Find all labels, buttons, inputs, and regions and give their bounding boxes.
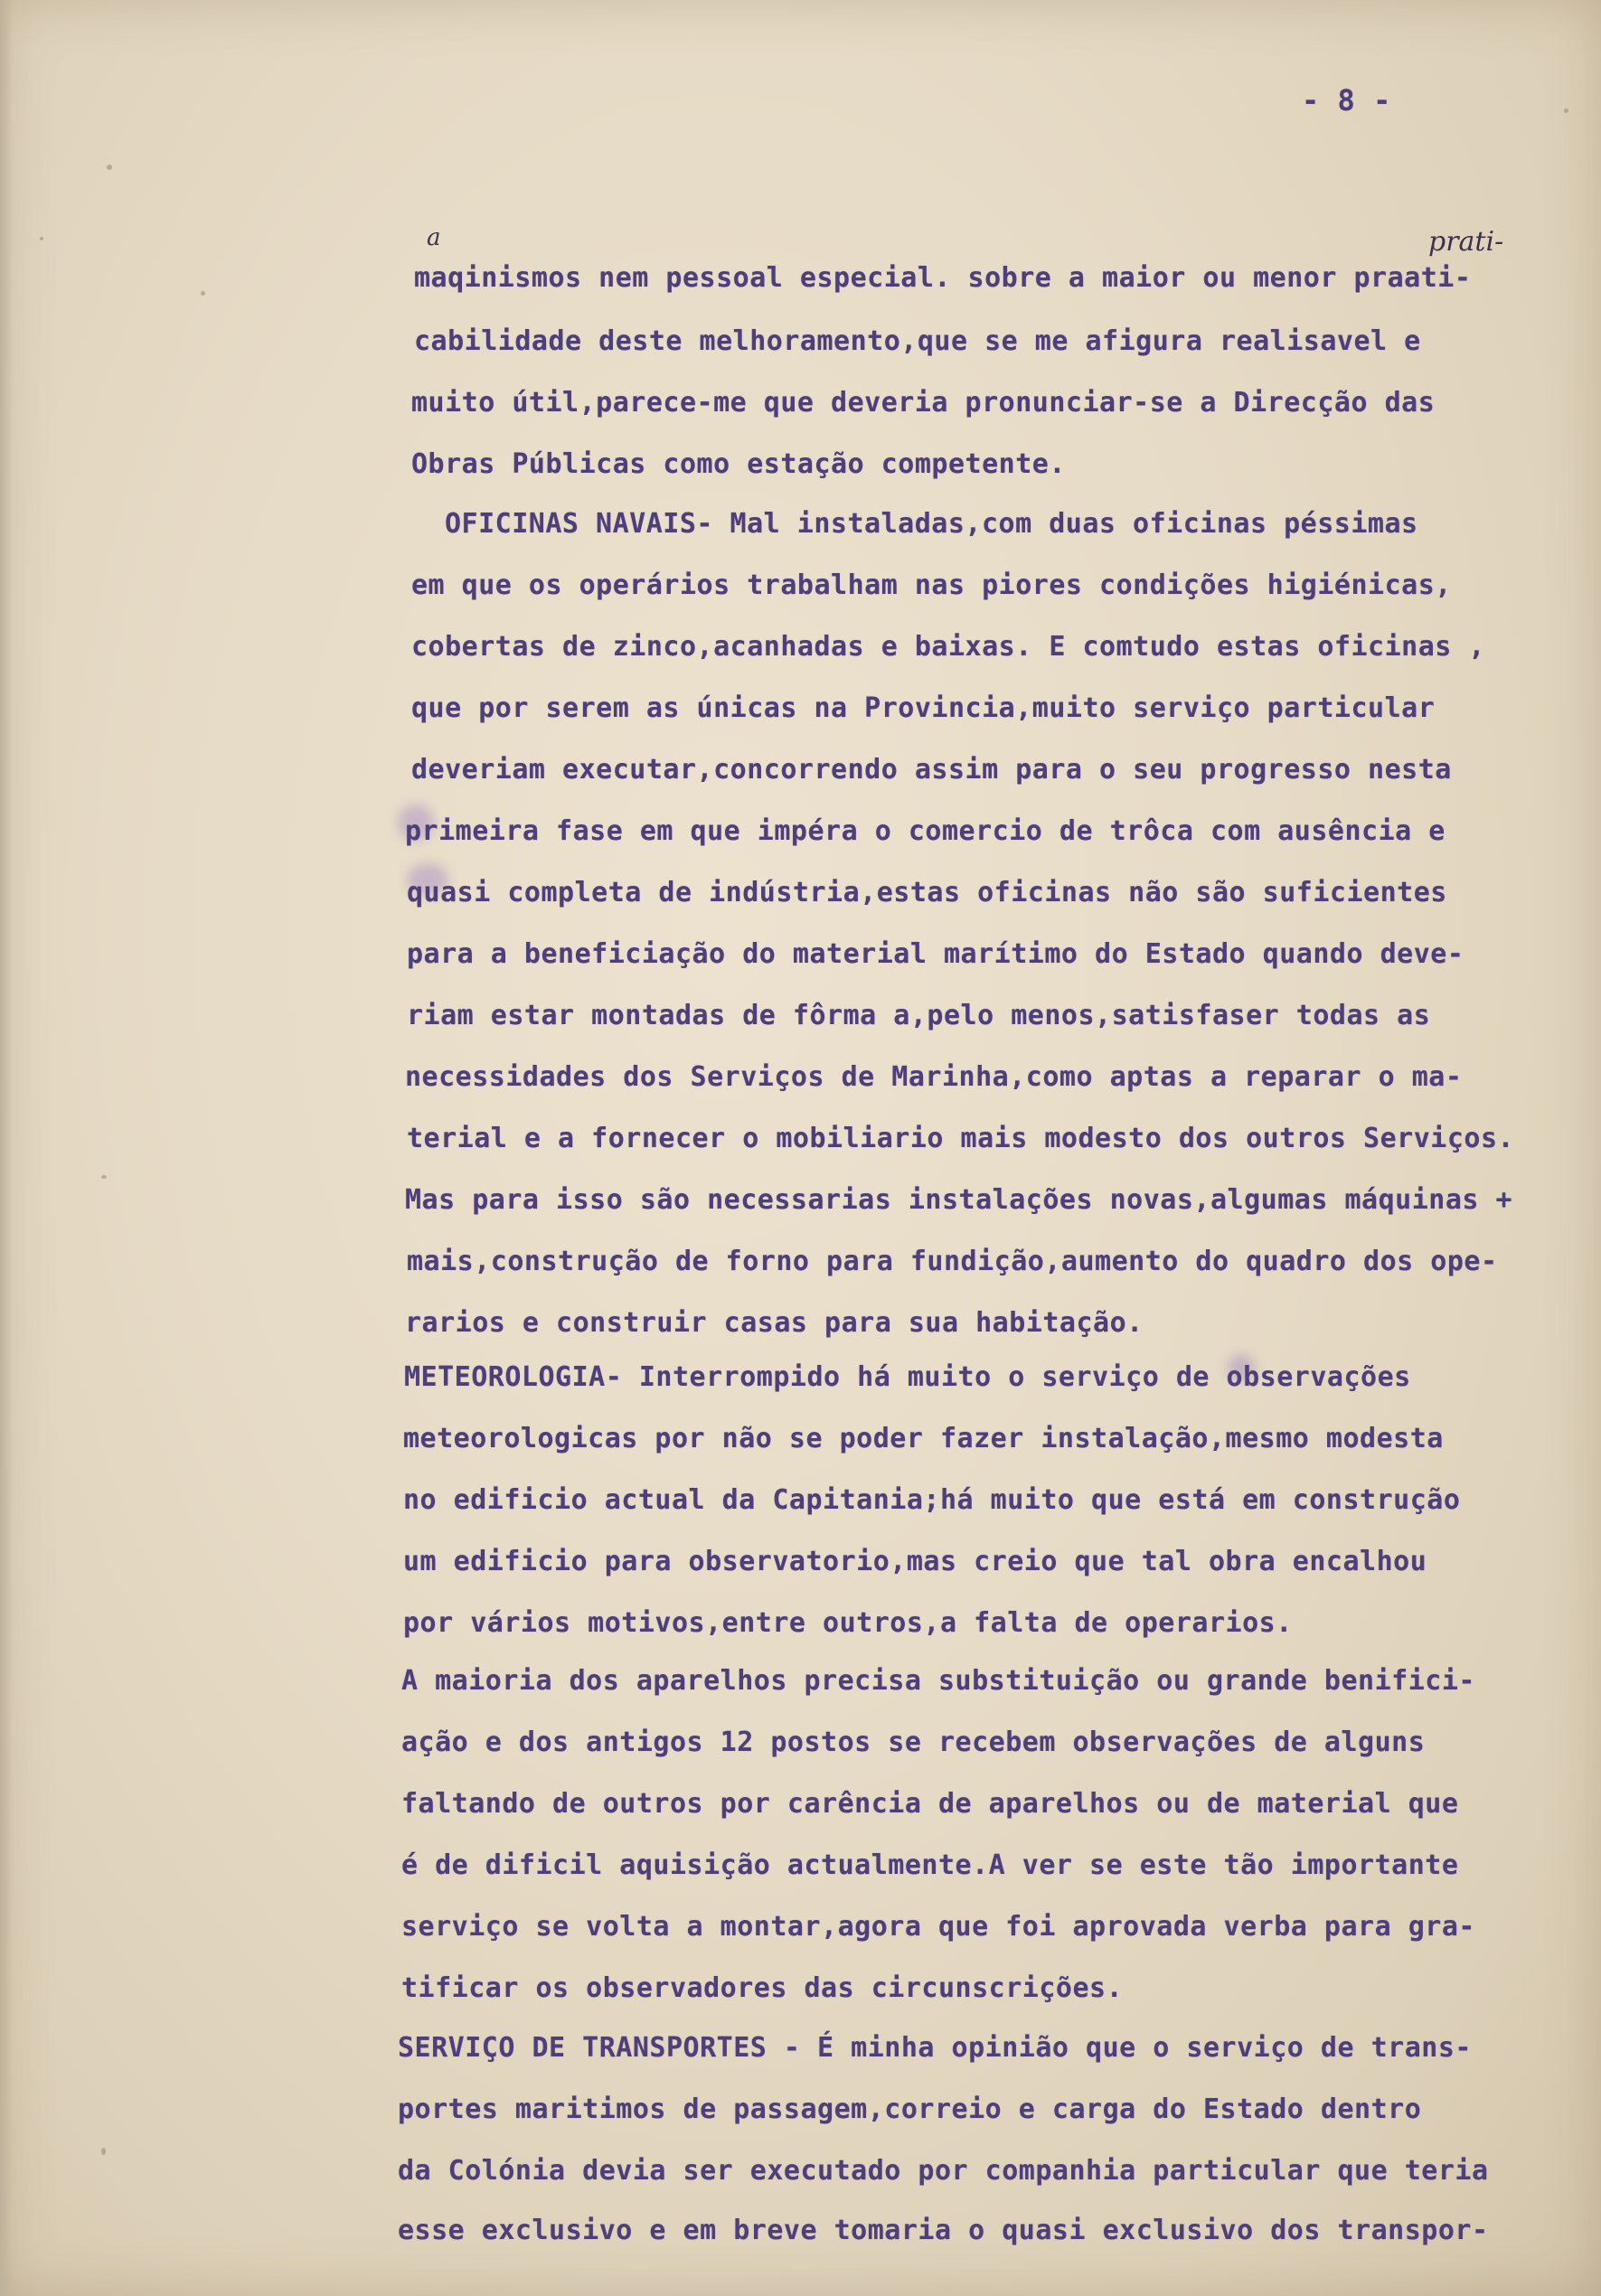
handwritten-correction-prati: prati-: [1428, 226, 1504, 258]
text-line: em que os operários trabalham nas piores condições higiénicas,: [411, 569, 1452, 601]
text-line: para a beneficiação do material marítimo do Estado quando deve-: [407, 938, 1464, 970]
paper-speck: [101, 2148, 106, 2155]
text-line: terial e a fornecer o mobiliario mais modesto dos outros Serviços.: [407, 1123, 1515, 1154]
text-line: METEOROLOGIA- Interrompido há muito o serviço de observações: [404, 1361, 1411, 1393]
paper-speck: [107, 165, 112, 170]
text-line: riam estar montadas de fôrma a,pelo menos,satisfaser todas as: [407, 1000, 1431, 1031]
paper-speck: [201, 291, 205, 296]
text-line: Mas para isso são necessarias instalações novas,algumas máquinas +: [405, 1184, 1513, 1216]
text-line: faltando de outros por carência de aparelhos ou de material que: [401, 1788, 1459, 1820]
text-line: muito útil,parece-me que deveria pronunciar-se a Direcção das: [411, 387, 1436, 419]
text-line: da Colónia devia ser executado por companhia particular que teria: [398, 2155, 1489, 2187]
text-line: quasi completa de indústria,estas oficinas não são suficientes: [407, 877, 1447, 908]
text-line: meteorologicas por não se poder fazer instalação,mesmo modesta: [403, 1423, 1444, 1454]
text-line: que por serem as únicas na Provincia,muito serviço particular: [411, 692, 1436, 724]
handwritten-correction-a: a: [427, 224, 441, 251]
text-line: serviço se volta a montar,agora que foi aprovada verba para gra-: [401, 1911, 1475, 1943]
text-line: tificar os observadores das circunscrições.: [401, 1972, 1124, 2004]
text-line: é de dificil aquisição actualmente.A ver se este tão importante: [401, 1849, 1459, 1881]
paper-speck: [101, 1175, 107, 1179]
text-line: maqinismos nem pessoal especial. sobre a maior ou menor praati-: [414, 262, 1472, 294]
text-line: cabilidade deste melhoramento,que se me afigura realisavel e: [414, 325, 1421, 357]
text-line: A maioria dos aparelhos precisa substituição ou grande benifici-: [401, 1665, 1475, 1697]
text-line: portes maritimos de passagem,correio e carga do Estado dentro: [398, 2094, 1422, 2125]
text-line: primeira fase em que impéra o comercio de trôca com ausência e: [405, 815, 1446, 847]
text-line: cobertas de zinco,acanhadas e baixas. E comtudo estas oficinas ,: [411, 631, 1485, 663]
text-line: Obras Públicas como estação competente.: [411, 448, 1066, 480]
text-line: ação e dos antigos 12 postos se recebem observações de alguns: [401, 1727, 1426, 1758]
text-line: no edificio actual da Capitania;há muito que está em construção: [403, 1484, 1461, 1516]
text-line: OFICINAS NAVAIS- Mal instaladas,com duas oficinas péssimas: [445, 508, 1418, 540]
text-line: necessidades dos Serviços de Marinha,como aptas a reparar o ma-: [405, 1061, 1463, 1093]
page-number: - 8 -: [1302, 83, 1391, 118]
text-line: um edificio para observatorio,mas creio que tal obra encalhou: [403, 1546, 1427, 1577]
text-line: esse exclusivo e em breve tomaria o quasi exclusivo dos transpor-: [398, 2215, 1489, 2246]
text-line: rarios e construir casas para sua habitação.: [405, 1307, 1144, 1339]
paper-speck: [40, 237, 43, 240]
text-line: mais,construção de forno para fundição,aumento do quadro dos ope-: [407, 1246, 1498, 1277]
text-line: deveriam executar,concorrendo assim para o seu progresso nesta: [411, 754, 1452, 786]
text-line: SERVIÇO DE TRANSPORTES - É minha opinião que o serviço de trans-: [398, 2032, 1472, 2064]
text-line: por vários motivos,entre outros,a falta de operarios.: [403, 1607, 1293, 1639]
page-edge-shadow: [0, 0, 13, 2296]
paper-speck: [1564, 108, 1568, 113]
